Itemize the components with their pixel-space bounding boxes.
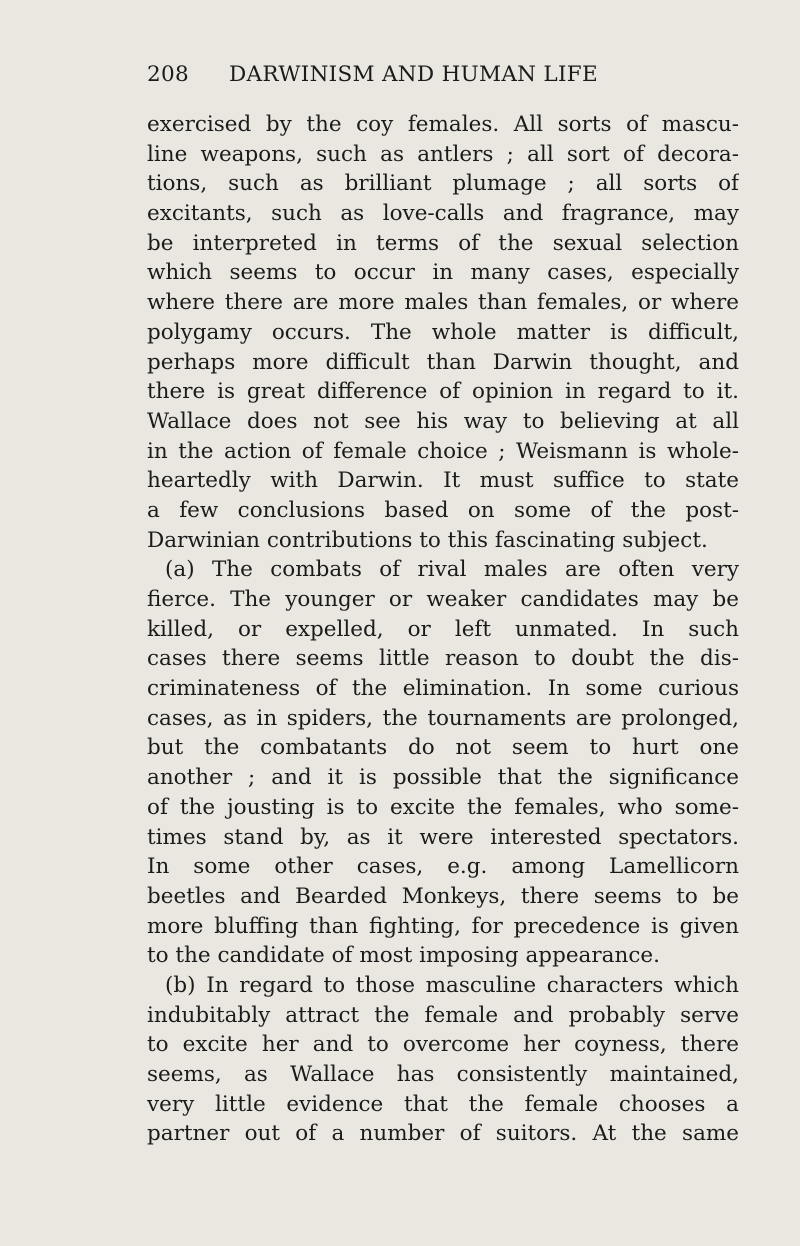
text-line: In some other cases, e.g. among Lamellicorn	[147, 854, 739, 880]
text-line: a few conclusions based on some of the post-	[147, 497, 739, 523]
text-line: more bluffing than fighting, for precedence is given	[147, 913, 739, 939]
text-line: be interpreted in terms of the sexual selection	[147, 230, 739, 256]
text-line: seems, as Wallace has consistently maintained,	[147, 1062, 739, 1087]
text-line: there is great difference of opinion in regard to it.	[147, 379, 739, 405]
text-line: polygamy occurs. The whole matter is difficult,	[147, 319, 739, 345]
text-line: where there are more males than females, or where	[147, 290, 739, 316]
text-line: (b) In regard to those masculine characters which	[165, 972, 739, 998]
text-line: very little evidence that the female chooses a	[147, 1091, 739, 1117]
text-line: (a) The combats of rival males are often very	[165, 557, 739, 583]
text-line: partner out of a number of suitors. At the same	[147, 1121, 739, 1147]
body-text	[147, 110, 739, 1149]
page-number: 208	[147, 62, 189, 87]
text-line: in the action of female choice ; Weismann is whole-	[147, 438, 739, 464]
running-head	[147, 62, 747, 92]
text-line: Wallace does not see his way to believing at all	[147, 408, 739, 434]
text-line: of the jousting is to excite the females, who some-	[147, 794, 739, 820]
text-line: fierce. The younger or weaker candidates may be	[147, 587, 739, 612]
text-line: to excite her and to overcome her coyness, there	[147, 1032, 739, 1058]
text-line: killed, or expelled, or left unmated. In such	[147, 616, 739, 642]
text-line: exercised by the coy females. All sorts of mascu-	[147, 112, 739, 137]
text-line: criminateness of the elimination. In some curious	[147, 676, 739, 702]
text-line: perhaps more difficult than Darwin thought, and	[147, 349, 739, 375]
text-line: tions, such as brilliant plumage ; all sorts of	[147, 171, 739, 197]
text-line: Darwinian contributions to this fascinating subject.	[147, 527, 708, 553]
text-line: line weapons, such as antlers ; all sort of decora-	[147, 141, 739, 167]
text-line: to the candidate of most imposing appearance.	[147, 943, 660, 969]
text-line: beetles and Bearded Monkeys, there seems to be	[147, 883, 739, 909]
text-line: times stand by, as it were interested spectators.	[147, 824, 739, 850]
text-line: another ; and it is possible that the significance	[147, 765, 739, 791]
text-line: but the combatants do not seem to hurt one	[147, 735, 739, 761]
text-line: indubitably attract the female and probably serve	[147, 1002, 739, 1028]
text-line: cases, as in spiders, the tournaments are prolonged,	[147, 705, 739, 731]
text-line: which seems to occur in many cases, especially	[147, 260, 739, 286]
text-line: excitants, such as love-calls and fragrance, may	[147, 201, 739, 227]
text-line: cases there seems little reason to doubt the dis-	[147, 646, 739, 672]
running-title: DARWINISM AND HUMAN LIFE	[229, 62, 599, 87]
text-line: heartedly with Darwin. It must suffice to state	[147, 468, 739, 494]
